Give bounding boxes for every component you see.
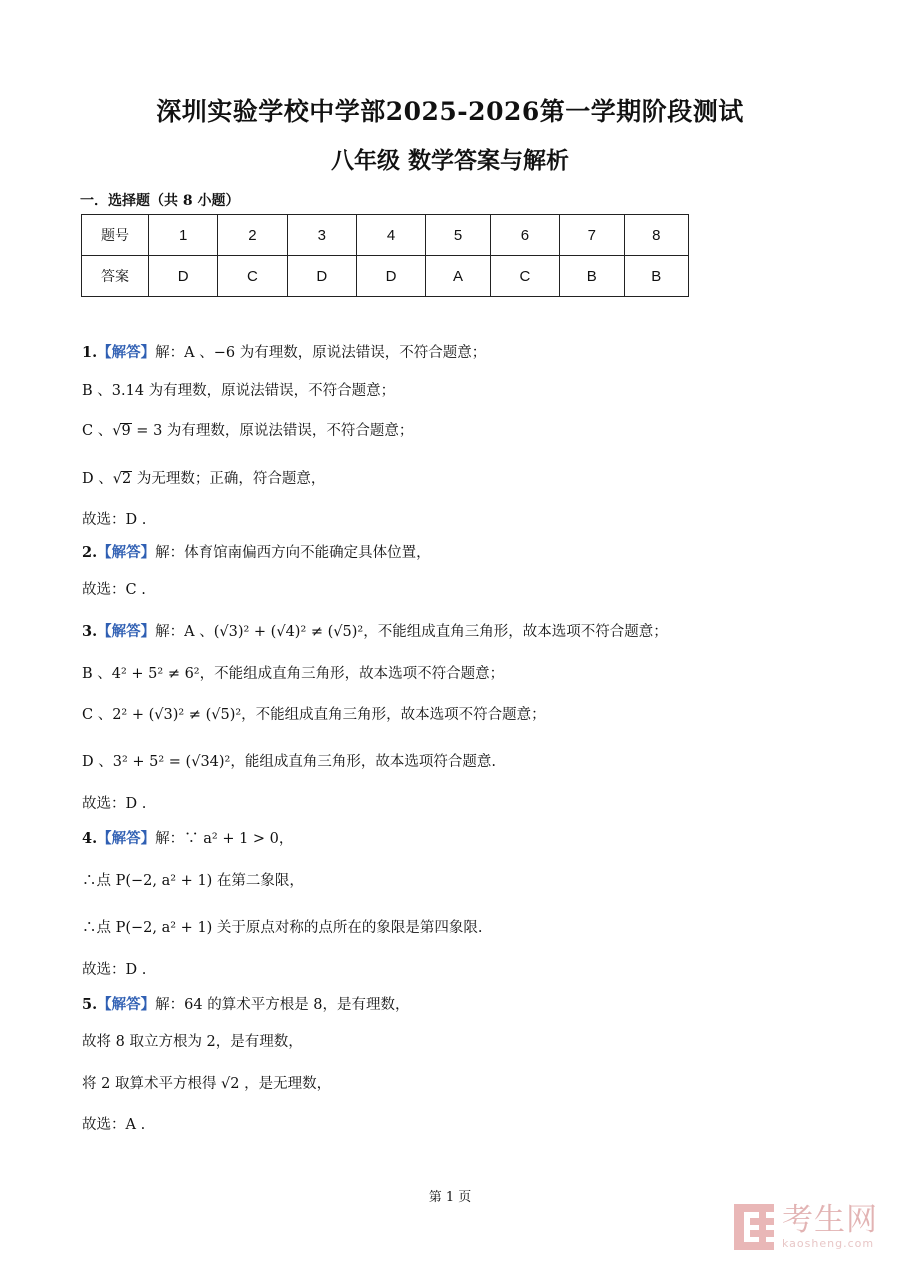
watermark-logo-icon: [734, 1204, 776, 1250]
q4-conclusion: 故选：D .: [82, 962, 147, 978]
q1-line-2: B 、3.14 为有理数，原说法错误，不符合题意；: [82, 383, 396, 399]
table-cell: D: [287, 256, 356, 297]
answer-table: [81, 214, 689, 297]
q5-line-1: [82, 993, 410, 1014]
q1-line-4-end: 为无理数；正确，符合题意，: [132, 471, 326, 487]
table-row-answers: [82, 256, 689, 297]
table-cell: B: [624, 256, 689, 297]
page-number: 第 1 页: [428, 1190, 472, 1205]
q3-conclusion: 故选：D .: [82, 796, 147, 812]
answer-tag: 【解答】: [97, 996, 156, 1013]
q2-conclusion: 故选：C .: [82, 582, 146, 598]
q5-line-2: 故将 8 取立方根为 2，是有理数，: [82, 1034, 303, 1050]
q5-conclusion: 故选：A .: [82, 1117, 146, 1133]
table-cell: C: [490, 256, 559, 297]
document-subtitle: 八年级 数学答案与解析: [330, 147, 569, 174]
q5-text: 解：64 的算术平方根是 8，是有理数，: [155, 997, 410, 1013]
section-heading: 一．选择题（共 8 小题）: [80, 193, 240, 209]
q1-number: 1.: [82, 344, 98, 361]
watermark-url: kaosheng.com: [782, 1237, 875, 1250]
q4-number: 4.: [82, 830, 98, 847]
table-cell: D: [356, 256, 425, 297]
q3-text: 解：A 、(√3)² + (√4)² ≠ (√5)²，不能组成直角三角形，故本选项不符合题意；: [155, 624, 668, 640]
q4-line-1: [82, 827, 293, 848]
sqrt-radicand: 9: [121, 423, 131, 439]
table-row-numbers: [82, 215, 689, 256]
document-title: 深圳实验学校中学部2025-2026第一学期阶段测试: [156, 97, 744, 126]
q4-line-2: ∴点 P(−2, a² + 1) 在第二象限，: [82, 873, 304, 889]
table-cell: 8: [624, 215, 689, 256]
q1-line-4: [82, 467, 325, 488]
q1-line-3-end: = 3 为有理数，原说法错误，不符合题意；: [131, 423, 414, 439]
q1-line-1: [82, 341, 486, 362]
table-cell: D: [149, 256, 218, 297]
table-cell: 5: [426, 215, 490, 256]
q1-line-3-start: C 、: [82, 423, 113, 439]
table-cell: 2: [218, 215, 287, 256]
table-cell: B: [560, 256, 624, 297]
table-cell: 6: [490, 215, 559, 256]
table-cell: C: [218, 256, 287, 297]
answer-tag: 【解答】: [97, 623, 156, 640]
q1-line-4-start: D 、: [82, 471, 113, 487]
q3-line-2: B 、4² + 5² ≠ 6²，不能组成直角三角形，故本选项不符合题意；: [82, 666, 505, 682]
q3-number: 3.: [82, 623, 98, 640]
q3-line-3: C 、2² + (√3)² ≠ (√5)²，不能组成直角三角形，故本选项不符合题意；: [82, 707, 546, 723]
sqrt-sign: √: [112, 471, 122, 487]
q5-line-3: 将 2 取算术平方根得 √2 ，是无理数，: [82, 1076, 332, 1092]
table-cell: 7: [560, 215, 624, 256]
answer-tag: 【解答】: [97, 544, 156, 561]
q4-line-3: ∴点 P(−2, a² + 1) 关于原点对称的点所在的象限是第四象限.: [82, 920, 483, 936]
q5-number: 5.: [82, 996, 98, 1013]
q1-text: 解：A 、−6 为有理数，原说法错误，不符合题意；: [155, 345, 487, 361]
watermark-text: 考生网: [782, 1202, 878, 1238]
answer-tag: 【解答】: [97, 830, 156, 847]
q3-line-4: D 、3² + 5² = (√34)²，能组成直角三角形，故本选项符合题意.: [82, 754, 496, 770]
table-cell: 4: [356, 215, 425, 256]
table-cell: 3: [287, 215, 356, 256]
q1-conclusion: 故选：D .: [82, 512, 147, 528]
table-header-answer: 答案: [82, 256, 149, 297]
table-cell: 1: [149, 215, 218, 256]
sqrt-sign: √: [112, 423, 122, 439]
sqrt-radicand: 2: [122, 471, 132, 487]
table-cell: A: [426, 256, 490, 297]
watermark-logo: [734, 1203, 878, 1250]
q2-text: 解：体育馆南偏西方向不能确定具体位置，: [155, 545, 431, 561]
q1-line-3: [82, 419, 413, 440]
q3-line-1: [82, 620, 668, 641]
q2-line-1: [82, 541, 431, 562]
answer-tag: 【解答】: [97, 344, 156, 361]
q2-number: 2.: [82, 544, 98, 561]
q4-text: 解：∵ a² + 1 > 0，: [155, 831, 294, 847]
table-header-number: 题号: [82, 215, 149, 256]
